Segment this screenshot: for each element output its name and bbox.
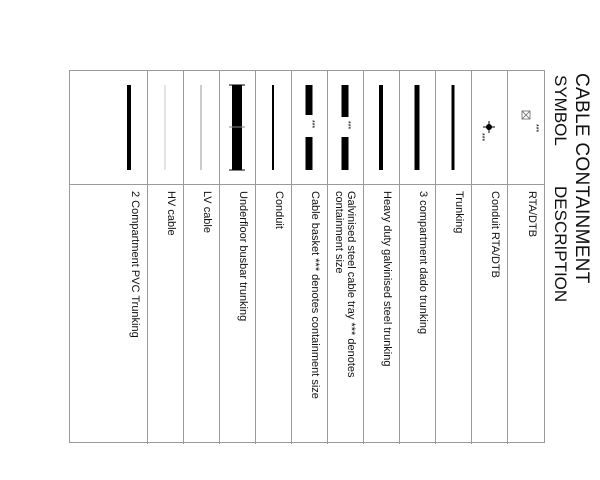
steel-trunking-line [379, 85, 383, 170]
table-row [364, 71, 400, 444]
hv-cable-symbol [147, 71, 183, 184]
table-row [328, 71, 364, 444]
cable-basket-segment-left [306, 85, 313, 115]
cable-tray-symbol [327, 71, 363, 184]
description-column-header: DESCRIPTION [551, 186, 570, 303]
steel-trunking-symbol [363, 71, 399, 184]
pvc-trunking-description: 2 Compartment PVC Trunking [129, 191, 141, 338]
busbar-trunking-description: Underfloor busbar trunking [237, 191, 249, 322]
hv-cable-description: HV cable [165, 191, 177, 236]
busbar-trunking-icon [219, 71, 255, 184]
table-row [436, 71, 472, 444]
trunking-description: Trunking [453, 191, 465, 234]
conduit-rta-dtb-symbol [471, 71, 507, 184]
conduit-junction-icon [471, 71, 507, 184]
legend-table [69, 70, 545, 443]
cable-basket-segment-right [306, 137, 313, 170]
busbar-trunking-symbol [219, 71, 255, 184]
rta-dtb-size-tag: *** [532, 124, 539, 133]
table-row [508, 71, 544, 444]
dado-trunking-line [415, 85, 420, 170]
cable-basket-description: Cable basket *** denotes containment size [309, 191, 321, 399]
trunking-symbol [435, 71, 471, 184]
legend-title: CABLE CONTAINMENT [571, 73, 592, 284]
lv-cable-description: LV cable [201, 191, 213, 233]
cable-tray-segment-right [342, 137, 349, 170]
conduit-symbol [255, 71, 291, 184]
table-row [184, 71, 220, 444]
conduit-description: Conduit [273, 191, 285, 229]
table-row [220, 71, 256, 444]
pvc-trunking-line [127, 85, 131, 170]
cable-basket-symbol [291, 71, 327, 184]
cable-tray-description: Galvinised steel cable tray *** denotes containment size [333, 191, 357, 378]
cable-tray-segment-left [342, 85, 349, 117]
conduit-rta-dtb-size-tag: *** [478, 133, 485, 142]
table-row [472, 71, 508, 444]
trunking-line [452, 85, 455, 170]
table-row [256, 71, 292, 444]
dado-trunking-description: 3 compartment dado trunking [417, 191, 429, 335]
lv-cable-line [201, 85, 202, 170]
symbol-column-header: SYMBOL [551, 75, 570, 146]
table-row [292, 71, 328, 444]
cable-basket-size-tag: *** [308, 120, 315, 129]
conduit-rta-dtb-description: Conduit RTA/DTB [489, 191, 501, 279]
table-row [400, 71, 436, 444]
hv-cable-line [165, 85, 166, 170]
conduit-line [272, 85, 274, 170]
rta-dtb-symbol [508, 71, 544, 184]
table-row [112, 71, 148, 444]
lv-cable-symbol [183, 71, 219, 184]
rta-dtb-description: RTA/DTB [526, 191, 538, 238]
pvc-trunking-symbol [111, 71, 147, 184]
cable-tray-size-tag: *** [344, 121, 351, 130]
dado-trunking-symbol [399, 71, 435, 184]
table-row [148, 71, 184, 444]
steel-trunking-description: Heavy duty galvinised steel trunking [381, 191, 393, 367]
